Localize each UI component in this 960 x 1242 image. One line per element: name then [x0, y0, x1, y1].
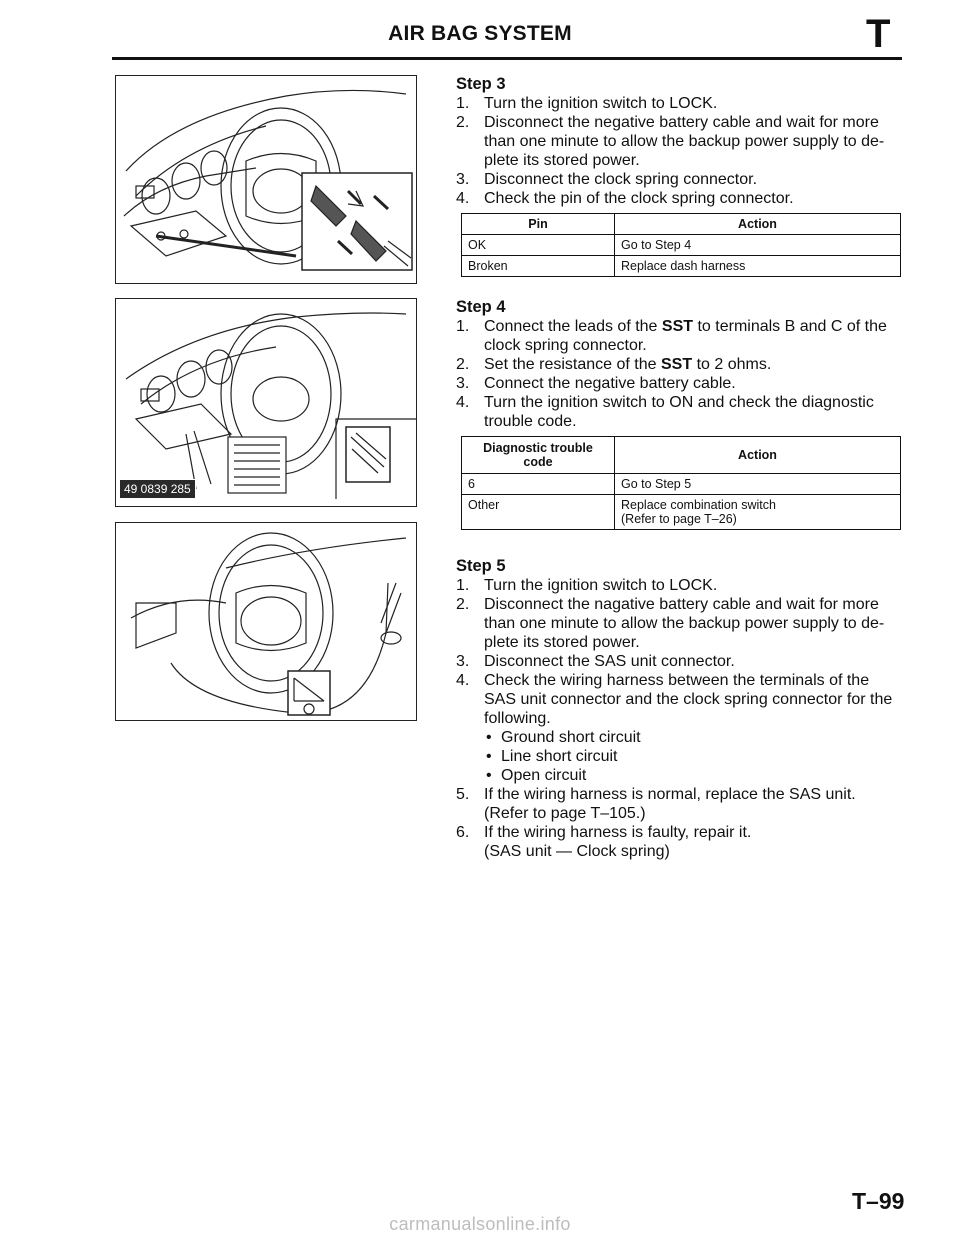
item-text: (Refer to page T–105.)	[484, 805, 646, 822]
section-letter: T	[866, 12, 891, 56]
table-cell: 6	[462, 474, 615, 495]
item-text: Disconnect the clock spring connector.	[484, 171, 758, 188]
item-number: 2.	[456, 114, 470, 131]
item-number: 6.	[456, 824, 470, 841]
item-text: If the wiring harness is faulty, repair it.	[484, 824, 752, 841]
item-number: 2.	[456, 356, 470, 373]
item-text: Check the wiring harness between the terminals of the SAS unit connector and the clock spring connector for the following.	[484, 672, 893, 727]
table-cell-line: (Refer to page T–26)	[621, 512, 737, 526]
figure-2-drawing	[116, 299, 416, 506]
figure-3-drawing	[116, 523, 416, 720]
table-header-row	[462, 214, 901, 235]
page-number: T–99	[852, 1188, 905, 1214]
list-item	[456, 576, 903, 595]
step-3-list	[456, 94, 903, 208]
tool-label: 49 0839 285	[119, 479, 196, 499]
item-text: Check the pin of the clock spring connector.	[484, 190, 794, 207]
table-header: Pin	[462, 214, 615, 235]
table-row	[462, 256, 901, 277]
item-text: Disconnect the SAS unit connector.	[484, 653, 735, 670]
list-item	[456, 94, 903, 113]
step-4-table-wrap	[461, 436, 901, 530]
list-item	[456, 113, 903, 170]
watermark: carmanualsonline.info	[389, 1214, 571, 1234]
item-number: 1.	[456, 577, 470, 594]
table-header: Action	[615, 437, 901, 474]
item-number: 5.	[456, 786, 470, 803]
table-header: Diagnostic trouble code	[462, 437, 615, 474]
item-number: 2.	[456, 596, 470, 613]
list-item	[456, 652, 903, 671]
page-title: AIR BAG SYSTEM	[388, 22, 572, 45]
item-text: (SAS unit — Clock spring)	[484, 843, 670, 860]
step-3-section	[456, 75, 903, 208]
item-text: Disconnect the nagative battery cable and wait for more than one minute to allow the backup power supply to de-plete its stored power.	[484, 596, 885, 651]
bullet-item: • Ground short circuit	[484, 728, 903, 747]
list-item	[456, 393, 903, 431]
step-3-table-wrap	[461, 213, 901, 277]
list-item	[456, 189, 903, 208]
step-5-list	[456, 576, 903, 861]
list-item	[456, 595, 903, 652]
figure-1-drawing	[116, 76, 416, 283]
step-4-section	[456, 298, 903, 431]
list-item	[456, 170, 903, 189]
item-number: 3.	[456, 653, 470, 670]
table-header-row	[462, 437, 901, 474]
item-number: 4.	[456, 190, 470, 207]
item-number: 3.	[456, 375, 470, 392]
table-cell: Go to Step 4	[615, 235, 901, 256]
table-cell	[615, 474, 901, 495]
table-row	[462, 235, 901, 256]
table-cell: Broken	[462, 256, 615, 277]
list-item	[456, 785, 903, 823]
item-text: Turn the ignition switch to LOCK.	[484, 577, 718, 594]
step-3-heading: Step 3	[456, 75, 506, 93]
figure-sst-connection	[115, 298, 417, 507]
table-cell: Replace dash harness	[615, 256, 901, 277]
item-text: to terminals B and C of the clock spring connector.	[484, 318, 887, 354]
step-4-heading: Step 4	[456, 298, 506, 316]
check-bullets	[484, 728, 903, 785]
table-row	[462, 495, 901, 530]
table-cell-line: Replace combination switch	[621, 498, 776, 512]
item-text: Disconnect the negative battery cable and wait for more than one minute to allow the backup power supply to de-plete its stored power.	[484, 114, 885, 169]
table-cell: Other	[462, 495, 615, 530]
item-number: 4.	[456, 394, 470, 411]
bullet-item: • Line short circuit	[484, 747, 903, 766]
figure-clock-spring-connector	[115, 75, 417, 284]
list-item	[456, 317, 903, 355]
pin-action-table	[461, 213, 901, 277]
item-text: Set the resistance of the	[484, 356, 661, 373]
item-text: Connect the leads of the	[484, 318, 662, 335]
table-cell-line: Go to Step 5	[621, 477, 692, 491]
bullet-item: • Open circuit	[484, 766, 903, 785]
list-item	[456, 355, 903, 374]
item-number: 4.	[456, 672, 470, 689]
table-cell	[615, 495, 901, 530]
list-item	[456, 823, 903, 861]
figure-harness-check	[115, 522, 417, 721]
list-item	[456, 374, 903, 393]
step-5-heading: Step 5	[456, 557, 506, 575]
item-text: Turn the ignition switch to ON and check the diagnostic trouble code.	[484, 394, 874, 430]
step-4-list	[456, 317, 903, 431]
item-number: 1.	[456, 95, 470, 112]
table-cell: OK	[462, 235, 615, 256]
table-header: Action	[615, 214, 901, 235]
sst-term: SST	[661, 318, 694, 335]
item-text: Turn the ignition switch to LOCK.	[484, 95, 718, 112]
step-5-section	[456, 557, 903, 861]
item-number: 1.	[456, 318, 470, 335]
item-number: 3.	[456, 171, 470, 188]
sst-term: SST	[661, 356, 693, 373]
item-text: to 2 ohms.	[692, 356, 772, 373]
item-text: Connect the negative battery cable.	[484, 375, 736, 392]
list-item	[456, 671, 903, 785]
table-row	[462, 474, 901, 495]
header-rule	[112, 57, 902, 60]
dtc-action-table	[461, 436, 901, 530]
item-text: If the wiring harness is normal, replace the SAS unit.	[484, 786, 856, 803]
